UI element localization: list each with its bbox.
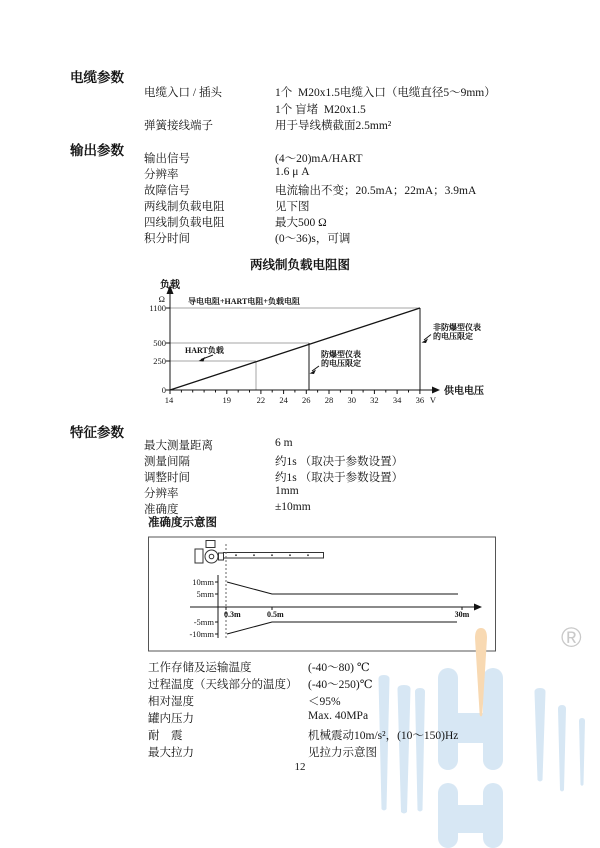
param-value: 6 m xyxy=(275,437,293,449)
param-value: 机械震动10m/s²，(10～150)Hz xyxy=(308,730,459,742)
sensor-sketch xyxy=(195,541,324,564)
ex-voltage-annotation-line2: 的电压限定 xyxy=(321,359,361,368)
param-row xyxy=(0,437,600,453)
param-label: 准确度 xyxy=(144,504,179,516)
param-value: 约1s （取决于参数设置） xyxy=(275,472,404,484)
param-value: 电流输出不变；20.5mA；22mA；3.9mA xyxy=(275,185,477,197)
distance-tick-label: 30m xyxy=(454,610,470,619)
flame-watermark xyxy=(468,622,498,722)
param-value: (-40～250)℃ xyxy=(308,679,373,691)
param-value: 见下图 xyxy=(275,201,310,213)
y-tick-label: 500 xyxy=(153,338,166,348)
param-label: 最大测量距离 xyxy=(144,440,213,452)
param-value: 最大500 Ω xyxy=(275,217,327,229)
param-value: ±10mm xyxy=(275,501,311,513)
load-resistance-chart xyxy=(135,273,485,408)
param-value: 1.6 μ A xyxy=(275,166,310,178)
param-row xyxy=(0,676,600,693)
tolerance-tick-label: -10mm xyxy=(189,629,214,639)
param-row xyxy=(0,693,600,710)
param-row xyxy=(0,182,600,198)
series-annotation: 导电电阻+HART电阻+负载电阻 xyxy=(188,297,300,306)
environment-rows xyxy=(0,659,600,761)
param-label: 相对湿度 xyxy=(148,696,194,708)
param-row xyxy=(0,150,600,166)
distance-axis-arrow xyxy=(474,604,482,611)
distance-tick-label: 0.5m xyxy=(267,610,284,619)
param-row xyxy=(0,84,600,101)
section-heading-output: 输出参数 xyxy=(70,143,124,158)
param-label: 两线制负载电阻 xyxy=(144,201,225,213)
param-label: 积分时间 xyxy=(144,233,190,245)
ex-voltage-annotation-line1: 防爆型仪表 xyxy=(321,350,361,359)
param-row xyxy=(0,198,600,214)
page-number: 12 xyxy=(294,761,306,773)
hart-load-annotation: HART负载 xyxy=(185,346,224,355)
param-row xyxy=(0,485,600,501)
x-tick-label: 26 xyxy=(302,395,311,405)
param-value: (0～36)s，可调 xyxy=(275,233,351,245)
param-value: 1mm xyxy=(275,485,299,497)
y-axis-label: 负载 xyxy=(160,280,180,291)
param-value: ＜95% xyxy=(308,696,341,708)
param-label: 工作存储及运输温度 xyxy=(148,662,252,674)
distance-tick-label: 0.3m xyxy=(224,610,241,619)
param-label: 调整时间 xyxy=(144,472,190,484)
x-tick-label: 22 xyxy=(256,395,266,405)
nonex-voltage-annotation-line2: 的电压限定 xyxy=(433,332,473,341)
param-label: 测量间隔 xyxy=(144,456,190,468)
param-row xyxy=(0,214,600,230)
x-tick-label: 19 xyxy=(222,395,232,405)
param-row xyxy=(0,744,600,761)
param-row xyxy=(0,727,600,744)
param-label: 故障信号 xyxy=(144,185,190,197)
param-row xyxy=(0,469,600,485)
accuracy-chart-title: 准确度示意图 xyxy=(148,517,217,529)
output-rows xyxy=(0,150,600,246)
param-label: 四线制负载电阻 xyxy=(144,217,225,229)
cable-rows xyxy=(0,84,600,134)
y-unit-label: Ω xyxy=(158,294,165,304)
load-chart-title: 两线制负载电阻图 xyxy=(249,258,350,272)
nonex-voltage-annotation-line1: 非防爆型仪表 xyxy=(433,323,481,332)
param-value: 1个 盲堵 M20x1.5 xyxy=(275,103,366,116)
param-label: 输出信号 xyxy=(144,153,190,165)
x-tick-label: 36 xyxy=(415,395,425,405)
param-row xyxy=(0,166,600,182)
param-label: 耐 震 xyxy=(148,730,183,742)
param-row xyxy=(0,230,600,246)
param-row xyxy=(0,659,600,676)
accuracy-diagram xyxy=(148,536,496,652)
x-axis-label: 供电电压 xyxy=(444,386,484,397)
section-heading-cable: 电缆参数 xyxy=(70,70,124,85)
features-rows xyxy=(0,437,600,517)
x-unit-label: V xyxy=(429,395,437,405)
param-row xyxy=(0,710,600,727)
registered-trademark-watermark: ® xyxy=(561,622,582,653)
param-value: 约1s （取决于参数设置） xyxy=(275,456,404,468)
x-tick-label: 30 xyxy=(347,395,356,405)
section-heading-features: 特征参数 xyxy=(70,425,124,440)
tolerance-tick-label: 5mm xyxy=(196,589,214,599)
param-value: Max. 40MPa xyxy=(308,710,369,722)
param-row xyxy=(0,453,600,469)
param-value: (-40～80) ℃ xyxy=(308,662,370,674)
y-tick-label: 0 xyxy=(161,385,166,395)
x-tick-label: 32 xyxy=(370,395,379,405)
y-tick-label: 250 xyxy=(153,356,166,366)
x-tick-label: 28 xyxy=(324,395,334,405)
param-label: 分辨率 xyxy=(144,169,179,181)
x-tick-label: 24 xyxy=(279,395,288,405)
param-label: 最大拉力 xyxy=(148,747,194,759)
param-value: 见拉力示意图 xyxy=(308,747,377,759)
param-value: (4～20)mA/HART xyxy=(275,153,363,165)
param-label: 电缆入口 / 插头 xyxy=(144,87,222,99)
y-tick-label: 1100 xyxy=(149,303,166,313)
tolerance-tick-label: -5mm xyxy=(193,617,214,627)
param-label: 分辨率 xyxy=(144,488,179,500)
param-row xyxy=(0,101,600,118)
param-value: 用于导线横截面2.5mm² xyxy=(275,120,392,132)
param-label: 罐内压力 xyxy=(148,713,194,725)
param-label: 弹簧接线端子 xyxy=(144,120,213,132)
param-row xyxy=(0,117,600,134)
tolerance-tick-label: 10mm xyxy=(192,577,214,587)
x-tick-label: 34 xyxy=(392,395,402,405)
x-axis-arrow xyxy=(432,387,440,394)
param-row xyxy=(0,501,600,517)
param-value: 1个 M20x1.5电缆入口（电缆直径5～9mm） xyxy=(275,87,496,99)
x-tick-label: 14 xyxy=(164,395,174,405)
param-label: 过程温度（天线部分的温度） xyxy=(148,679,298,691)
